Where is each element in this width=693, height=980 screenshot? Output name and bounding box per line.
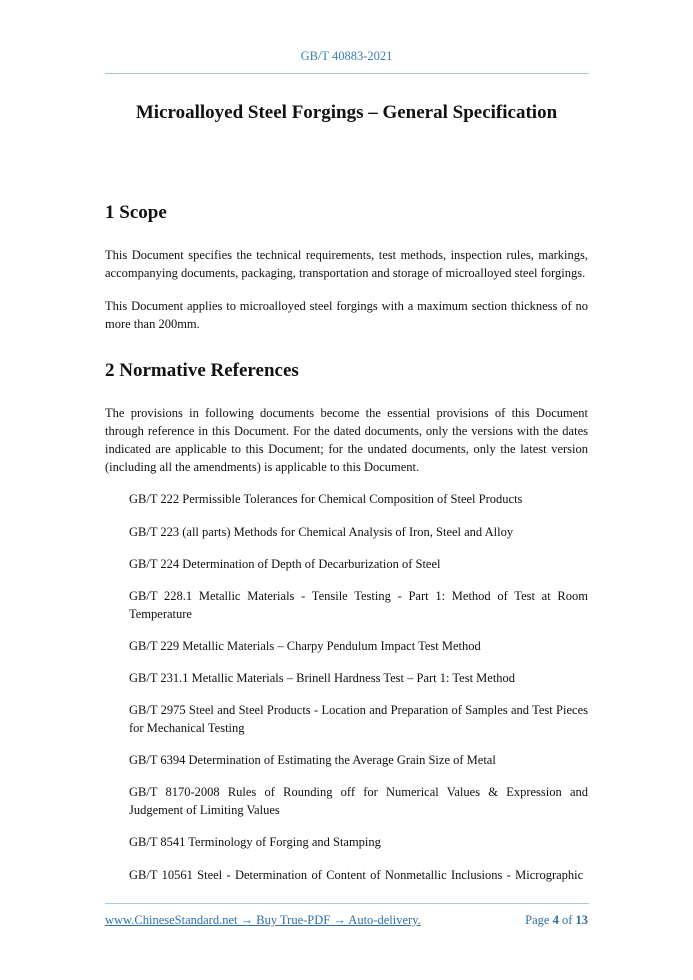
- reference-item: GB/T 2975 Steel and Steel Products - Location and Preparation of Samples and Test Pieces for Mechanical Testing: [129, 703, 588, 735]
- reference-item: GB/T 8541 Terminology of Forging and Stamping: [129, 835, 381, 849]
- scope-paragraph: This Document applies to microalloyed steel forgings with a maximum section thickness of no more than 200mm.: [105, 299, 588, 331]
- reference-item: GB/T 8170-2008 Rules of Rounding off for Numerical Values & Expression and Judgement of Limiting Values: [129, 785, 588, 817]
- reference-item: GB/T 228.1 Metallic Materials - Tensile Testing - Part 1: Method of Test at Room Temperature: [129, 589, 588, 621]
- reference-item: GB/T 10561 Steel - Determination of Content of Nonmetallic Inclusions - Micrographic: [129, 868, 584, 882]
- footer-divider: [105, 903, 589, 904]
- of-label: of: [561, 913, 573, 927]
- reference-item: GB/T 231.1 Metallic Materials – Brinell Hardness Test – Part 1: Test Method: [129, 671, 516, 685]
- header-divider: [105, 73, 589, 74]
- header-doc-id: GB/T 40883-2021: [300, 49, 393, 63]
- reference-item: GB/T 224 Determination of Depth of Decarburization of Steel: [129, 557, 441, 571]
- reference-item: GB/T 229 Metallic Materials – Charpy Pendulum Impact Test Method: [129, 639, 481, 653]
- reference-item: GB/T 222 Permissible Tolerances for Chemical Composition of Steel Products: [129, 492, 523, 506]
- section-heading-normative-references: 2 Normative References: [105, 360, 299, 381]
- scope-paragraph: This Document specifies the technical requirements, test methods, inspection rules, markings, accompanying documents, packaging, transportation and storage of microalloyed steel forgings.: [105, 248, 588, 280]
- section-heading-scope: 1 Scope: [105, 202, 167, 223]
- reference-item: GB/T 6394 Determination of Estimating the Average Grain Size of Metal: [129, 753, 496, 767]
- reference-item: GB/T 223 (all parts) Methods for Chemical Analysis of Iron, Steel and Alloy: [129, 525, 514, 539]
- page-number: 4: [552, 913, 559, 927]
- total-pages: 13: [575, 913, 588, 927]
- document-title: Microalloyed Steel Forgings – General Specification: [135, 102, 558, 123]
- page-indicator: [525, 913, 588, 928]
- references-intro-paragraph: The provisions in following documents become the essential provisions of this Document through reference in this Document. For the dated documents, only the versions with the dates indicated are applicable to this Document; for the undated documents, only the latest version (including all the amendments) is applicable to this Document.: [105, 406, 588, 474]
- footer-store-link[interactable]: www.ChineseStandard.net → Buy True-PDF → Auto-delivery.: [105, 913, 421, 927]
- page-label: Page: [525, 913, 550, 927]
